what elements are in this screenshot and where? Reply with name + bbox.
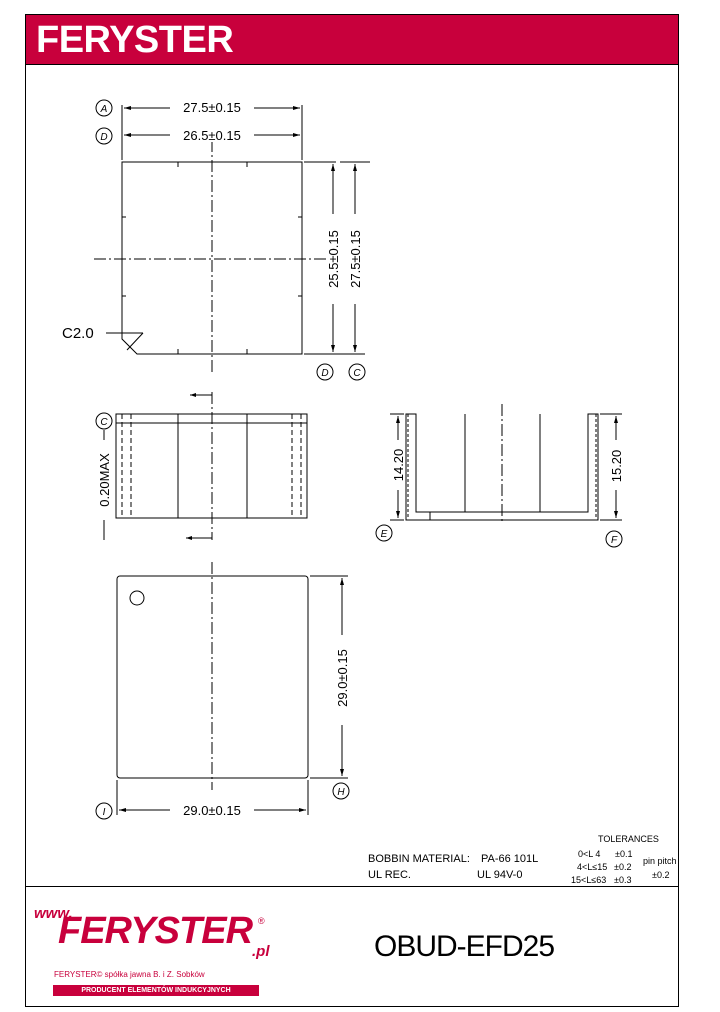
company-name: FERYSTER© spółka jawna B. i Z. Sobków [54,970,205,979]
bobbin-material-value: PA-66 101L [481,853,539,865]
dim-outer-height: 27.5±0.15 [348,230,363,288]
footer-divider [26,886,678,887]
front-view [104,392,307,540]
tolerance-range: 15<L≤63 [571,875,607,885]
marker-e-label: E [380,529,388,540]
logo-brand: FERYSTER [58,910,253,952]
marker-d-label: D [100,132,108,143]
dim-inner-height: 25.5±0.15 [326,230,341,288]
pin-pitch-label: pin pitch [643,856,677,866]
tolerance-value: ±0.3 [614,875,632,885]
ul-rec-value: UL 94V-0 [477,869,523,881]
dim-base-height: 29.0±0.15 [335,649,350,707]
tolerance-value: ±0.1 [615,849,633,859]
side-view [390,404,622,522]
marker-c-label: C [353,368,361,379]
tolerance-value: ±0.2 [614,862,632,872]
part-code: OBUD-EFD25 [374,930,555,963]
marker-c2-label: C [100,417,108,428]
marker-d2-label: D [321,368,329,379]
dim-max-height: 0.20MAX [97,453,112,507]
dim-base-width: 29.0±0.15 [183,803,241,818]
marker-f-label: F [610,535,618,546]
brand-title: FERYSTER [36,19,234,61]
tolerance-range: 0<L 4 [578,849,601,859]
tolerance-range: 4<L≤15 [577,862,608,872]
marker-h-label: H [337,787,345,798]
tolerances-title: TOLERANCES [598,834,659,844]
company-banner: PRODUCENT ELEMENTÓW INDUKCYJNYCH [53,985,259,996]
bottom-view [117,562,348,815]
dim-side-height-e: 14.20 [391,448,406,482]
logo-domain: .pl [252,943,270,960]
logo-registered: ® [258,916,265,926]
pin-pitch-value: ±0.2 [652,870,670,880]
bobbin-material-label: BOBBIN MATERIAL: [368,853,470,865]
logo-www: www. [34,905,73,922]
marker-i-label: I [102,807,106,818]
ul-rec-label: UL REC. [368,869,411,881]
dim-a-width: 27.5±0.15 [183,100,241,115]
dim-d-width: 26.5±0.15 [183,128,241,143]
dim-side-height-f: 15.20 [609,449,624,483]
dim-chamfer: C2.0 [62,325,94,342]
marker-a-label: A [100,104,108,115]
